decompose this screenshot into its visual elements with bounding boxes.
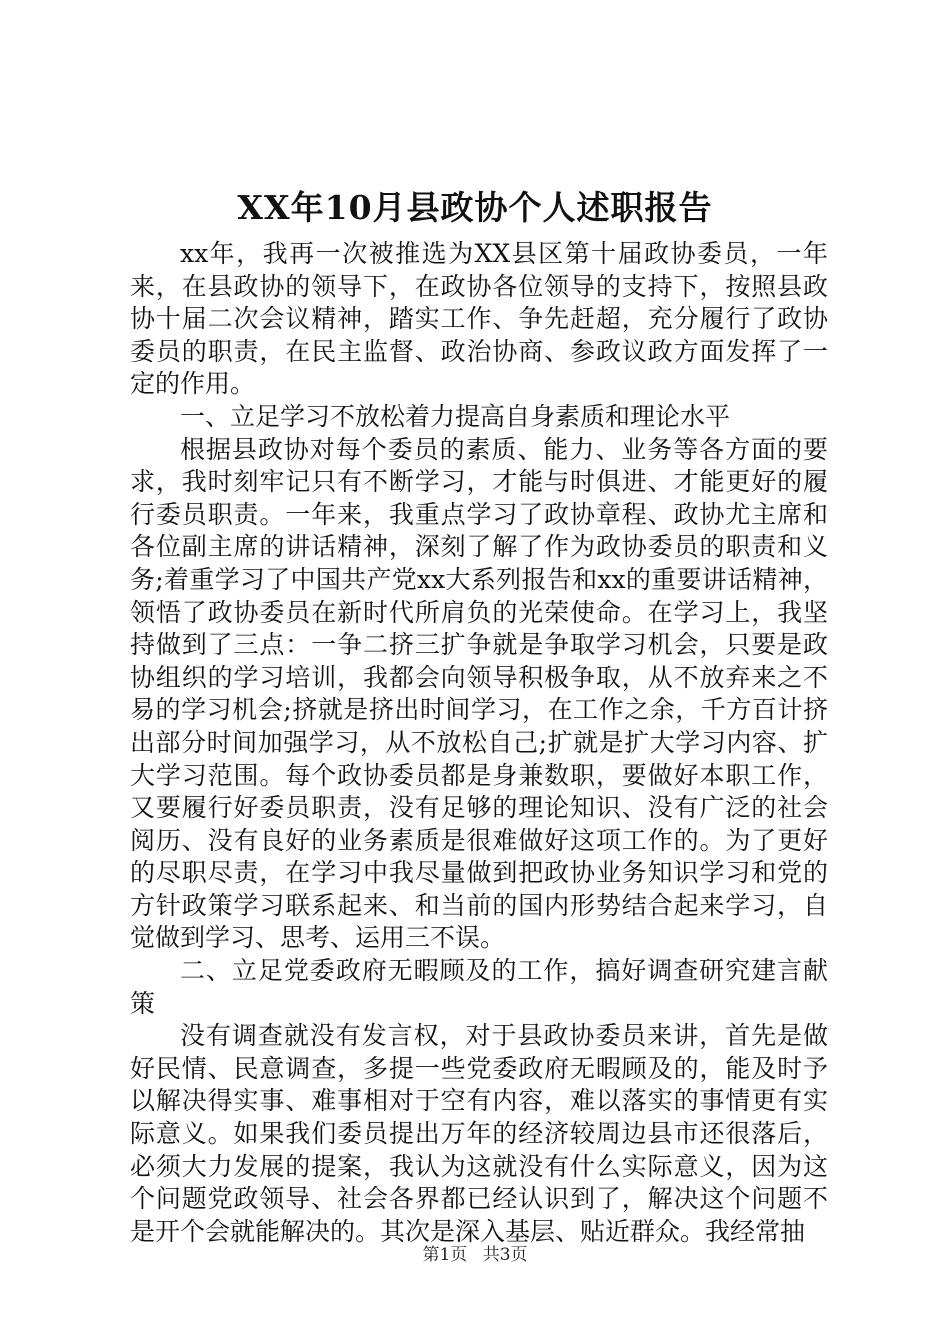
paragraph-intro: xx年，我再一次被推选为XX县区第十届政协委员，一年来，在县政协的领导下，在政协各位领导的支持下，按照县政协十届二次会议精神，踏实工作、争先赶超，充分履行了政协委员的职责，在民主监督、政治协商、参政议政方面发挥了一定的作用。 — [130, 239, 828, 399]
document-body — [130, 238, 828, 1248]
section-heading-2: 二、立足党委政府无暇顾及的工作，搞好调查研究建言献策 — [130, 956, 828, 1018]
section-heading-1: 一、立足学习不放松着力提高自身素质和理论水平 — [180, 401, 731, 431]
paragraph-research: 没有调查就没有发言权，对于县政协委员来讲，首先是做好民情、民意调查，多提一些党委政府无暇顾及的，能及时予以解决得实事、难事相对于空有内容，难以落实的事情更有实际意义。如果我们委员提出万年的经济较周边县市还很落后，必须大力发展的提案，我认为这就没有什么实际意义，因为这个问题党政领导、社会各界都已经认识到了，解决这个问题不是开个会就能解决的。其次是深入基层、贴近群众。我经常抽 — [130, 1021, 828, 1246]
page-footer — [0, 1244, 950, 1266]
page-number: 第1页 — [422, 1245, 468, 1265]
paragraph-study: 根据县政协对每个委员的素质、能力、业务等各方面的要求，我时刻牢记只有不断学习，才能与时俱进、才能更好的履行委员职责。一年来，我重点学习了政协章程、政协尤主席和各位副主席的讲话精神，深刻了解了作为政协委员的职责和义务;着重学习了中国共产党xx大系列报告和xx的重要讲话精神，领悟了政协委员在新时代所肩负的光荣使命。在学习上，我坚持做到了三点：一争二挤三扩争就是争取学习机会，只要是政协组织的学习培训，我都会向领导积极争取，从不放弃来之不易的学习机会;挤就是挤出时间学习，在工作之余，千方百计挤出部分时间加强学习，从不放松自己;扩就是扩大学习内容、扩大学习范围。每个政协委员都是身兼数职，要做好本职工作，又要履行好委员职责，没有足够的理论知识、没有广泛的社会阅历、没有良好的业务素质是很难做好这项工作的。为了更好的尽职尽责，在学习中我尽量做到把政协业务知识学习和党的方针政策学习联系起来、和当前的国内形势结合起来学习，自觉做到学习、思考、运用三不误。 — [130, 434, 828, 953]
page-total: 共3页 — [482, 1245, 528, 1265]
page-title: XX年10月县政协个人述职报告 — [237, 188, 713, 227]
